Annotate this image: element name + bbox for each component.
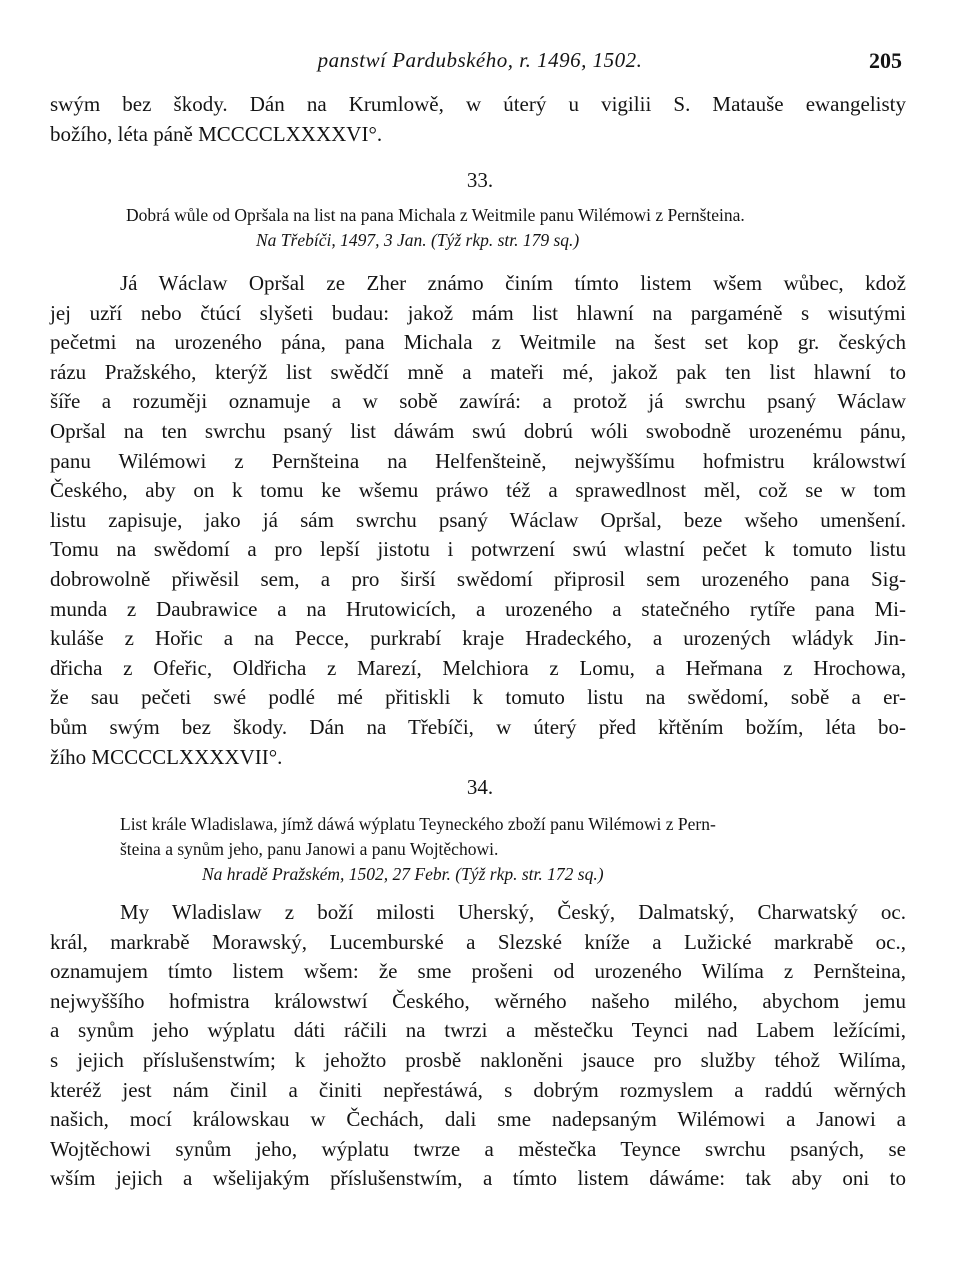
text-line: My Wladislaw z boží milosti Uherský, Český, Dalmatský, Charwatský oc. [120,900,906,924]
text-line: dřicha z Ofeřic, Oldřicha z Marezí, Melchiora z Lomu, a Heřmana z Hrochowa, [50,655,906,680]
text-line: král, markrabě Morawský, Lucemburské a Slezské kníže a Lužické markrabě oc., [50,929,906,954]
regest-line: šteina a synům jeho, panu Janowi a panu Wojtěchowi. [120,839,499,859]
document-number-34: 34. [466,775,494,799]
text-line: pečetmi na urozeného pána, pana Michala z Weitmile na šest set kop gr. českých [50,330,906,355]
text-line: božího, léta páně MCCCCLXXXXVI°. [50,121,383,146]
text-line: munda z Daubrawice a na Hrutowicích, a urozeného a statečného rytíře pana Mi- [50,596,906,621]
text-line: jej uzří nebo čtúcí slyšeti budau: jakož mám list hlawní na pargaméně s wisutými [50,300,906,325]
document-text-34 [50,898,906,1194]
intro-text [50,90,906,149]
document-text-33 [50,269,906,772]
text-line: listu zapisuje, jako já sám swrchu psaný Wáclaw Opršal, beze wšeho umenšení. [50,507,906,532]
text-line: Opršal na ten swrchu psaný list dáwám swú dobrú wóli swobodně urozenému pánu, [50,418,906,443]
text-line: wším jejich a wšelijakým příslušenstwím, a tímto listem dáwáme: tak aby oni to [50,1166,906,1191]
text-line: s jejich příslušenstwím; k jehožto prosbě nakloněni jsauce pro služby téhož Wilíma, [50,1047,906,1072]
document-number-33: 33. [466,168,494,192]
text-line: swým bez škody. Dán na Krumlowě, w úterý u vigilii S. Matauše ewangelisty [50,92,906,116]
running-title: panstwí Pardubského, r. 1496, 1502. [317,48,643,72]
regest-34 [120,812,910,887]
text-line: panu Wilémowi z Pernšteina na Helfenšteině, nejwyššímu hofmistru králowstwí [50,448,906,473]
text-line: Já Wáclaw Opršal ze Zher známo činím tímto listem wšem wůbec, kdož [120,271,906,295]
text-line: kteréž jest nám činil a činiti nepřestáwá, s dobrým rozmyslem a raddú wěrných [50,1077,906,1102]
text-line: Tomu na swědomí a pro lepší jistotu i potwrzení swú wlastní pečet k tomuto listu [50,537,906,562]
text-line: rázu Pražského, kterýž list swědčí mně a mateři mé, jakož pak ten list hlawní to [50,359,906,384]
text-line: a synům jeho wýplatu dáti ráčili na twrzi a městečku Teynci nad Labem ležícími, [50,1018,906,1043]
regest-line: List krále Wladislawa, jímž dáwá wýplatu Teyneckého zboží panu Wilémowi z Pern- [120,814,716,834]
text-line: žího MCCCCLXXXXVII°. [50,744,283,769]
text-line: bům swým bez škody. Dán na Třebíči, w úterý před křtěním božím, léta bo- [50,714,906,739]
text-line: Wojtěchowi synům jeho, wýplatu twrze a městečka Teynce swrchu psaných, se [50,1136,906,1161]
text-line: nejwyššího hofmistra králowstwí Českého, wěrného našeho milého, abychom jemu [50,988,906,1013]
source-note-33: Na Třebíči, 1497, 3 Jan. (Týž rkp. str. 179 sq.) [256,230,580,250]
source-note-34: Na hradě Pražském, 1502, 27 Febr. (Týž rkp. str. 172 sq.) [202,864,604,884]
text-line: dobrowolně přiwěsil sem, a pro širší swědomí připrosil sem urozeného pana Sig- [50,566,906,591]
text-line: Českého, aby on k tomu ke wšemu práwo též a sprawedlnost měl, což se w tom [50,478,906,503]
text-line: že sau pečeti swé podlé mé přitiskli k tomuto listu na swědomí, sobě a er- [50,685,906,710]
running-head [0,48,960,82]
regest-33 [126,203,916,253]
regest-line: Dobrá wůle od Opršala na list na pana Michala z Weitmile panu Wilémowi z Pernšteina. [126,205,745,225]
text-line: šíře a rozuměji oznamuje a w sobě zawírá: a protož já swrchu psaný Wáclaw [50,389,906,414]
text-line: našich, mocí králowskau w Čechách, dali sme nadepsaným Wilémowi a Janowi a [50,1107,906,1132]
text-line: oznamujem tímto listem wšem: že sme prošeni od urozeného Wilíma z Pernšteina, [50,959,906,984]
page-number: 205 [869,48,902,73]
text-line: kuláše z Hořic a na Pecce, purkrabí kraje Hradeckého, a urozených wládyk Jin- [50,626,906,651]
